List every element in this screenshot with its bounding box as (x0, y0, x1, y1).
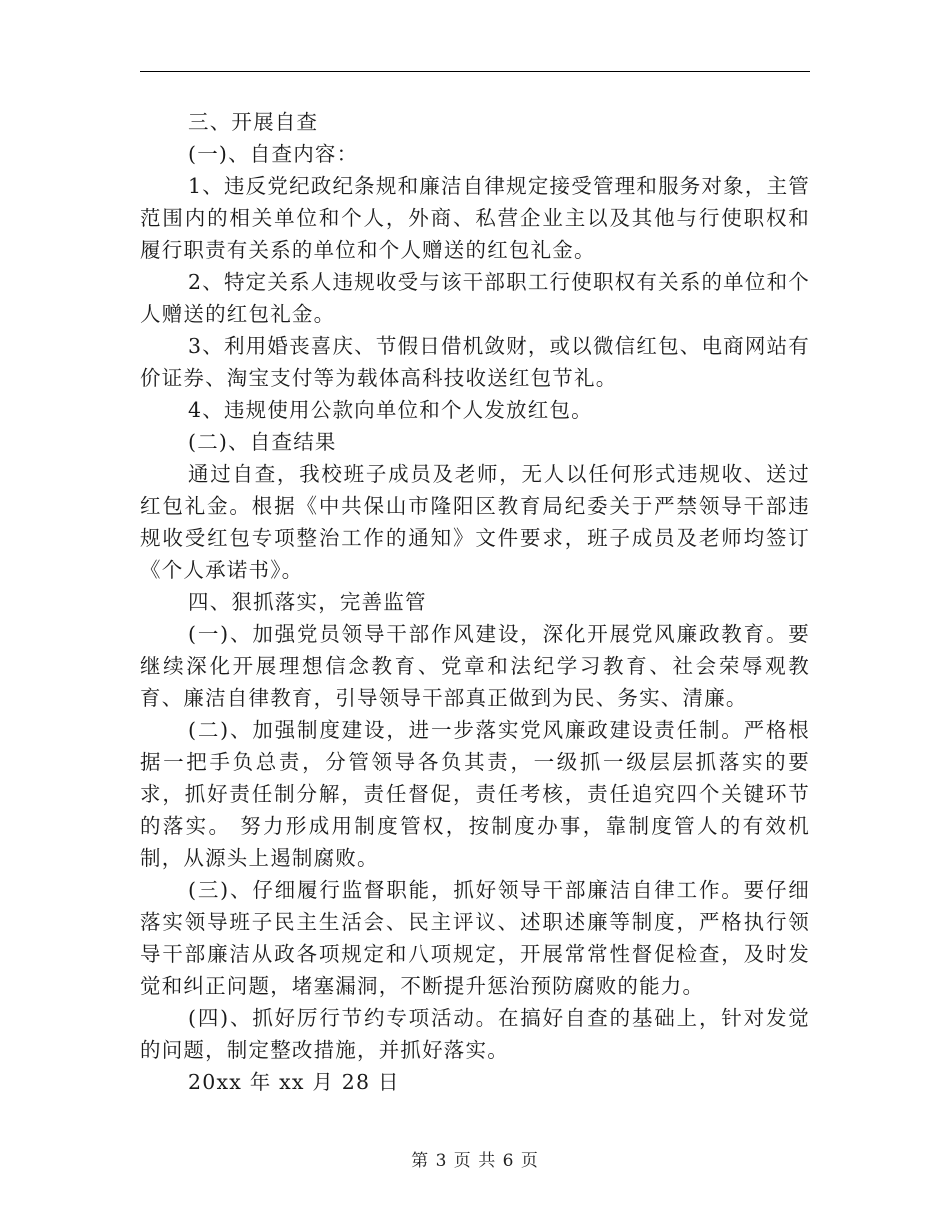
subsection-heading-results: (二)、自查结果 (188, 430, 337, 454)
paragraph-item-3: 3、利用婚丧喜庆、节假日借机敛财，或以微信红包、电商网站有价证券、淘宝支付等为载体高科技收送红包节礼。 (140, 334, 810, 390)
section-heading-self-check: 三、开展自查 (188, 110, 319, 134)
paragraph-results: 通过自查，我校班子成员及老师，无人以任何形式违规收、送过红包礼金。根据《中共保山市隆阳区教育局纪委关于严禁领导干部违规收受红包专项整治工作的通知》文件要求，班子成员及老师均签订《个人承诺书》。 (140, 462, 810, 582)
section-heading-supervision: 四、狠抓落实，完善监管 (188, 590, 427, 614)
paragraph-item-4: 4、违规使用公款向单位和个人发放红包。 (188, 398, 593, 422)
document-date: 20xx 年 xx 月 28 日 (188, 1070, 400, 1094)
paragraph-item-1: 1、违反党纪政纪条规和廉洁自律规定接受管理和服务对象，主管范围内的相关单位和个人，外商、私营企业主以及其他与行使职权和履行职责有关系的单位和个人赠送的红包礼金。 (140, 174, 810, 262)
header-rule (140, 71, 810, 72)
paragraph-item-2: 2、特定关系人违规收受与该干部职工行使职权有关系的单位和个人赠送的红包礼金。 (140, 270, 810, 326)
paragraph-supervision-3: (三)、仔细履行监督职能，抓好领导干部廉洁自律工作。要仔细落实领导班子民主生活会、民主评议、述职述廉等制度，严格执行领导干部廉洁从政各项规定和八项规定，开展常常性督促检查，及时发觉和纠正问题，堵塞漏洞，不断提升惩治预防腐败的能力。 (140, 878, 810, 998)
paragraph-supervision-4: (四)、抓好厉行节约专项活动。在搞好自查的基础上，针对发觉的问题，制定整改措施，并抓好落实。 (140, 1006, 810, 1062)
document-body (140, 106, 810, 1098)
page-number-footer: 第 3 页 共 6 页 (411, 1151, 539, 1171)
paragraph-supervision-1: (一)、加强党员领导干部作风建设，深化开展党风廉政教育。要继续深化开展理想信念教育、党章和法纪学习教育、社会荣辱观教育、廉洁自律教育，引导领导干部真正做到为民、务实、清廉。 (140, 622, 810, 710)
subsection-heading-content: (一)、自查内容： (188, 142, 359, 166)
paragraph-supervision-2: (二)、加强制度建设，进一步落实党风廉政建设责任制。严格根据一把手负总责，分管领导各负其责，一级抓一级层层抓落实的要求，抓好责任制分解，责任督促，责任考核，责任追究四个关键环节的落实。 努力形成用制度管权，按制度办事，靠制度管人的有效机制，从源头上遏制腐败。 (140, 718, 810, 870)
